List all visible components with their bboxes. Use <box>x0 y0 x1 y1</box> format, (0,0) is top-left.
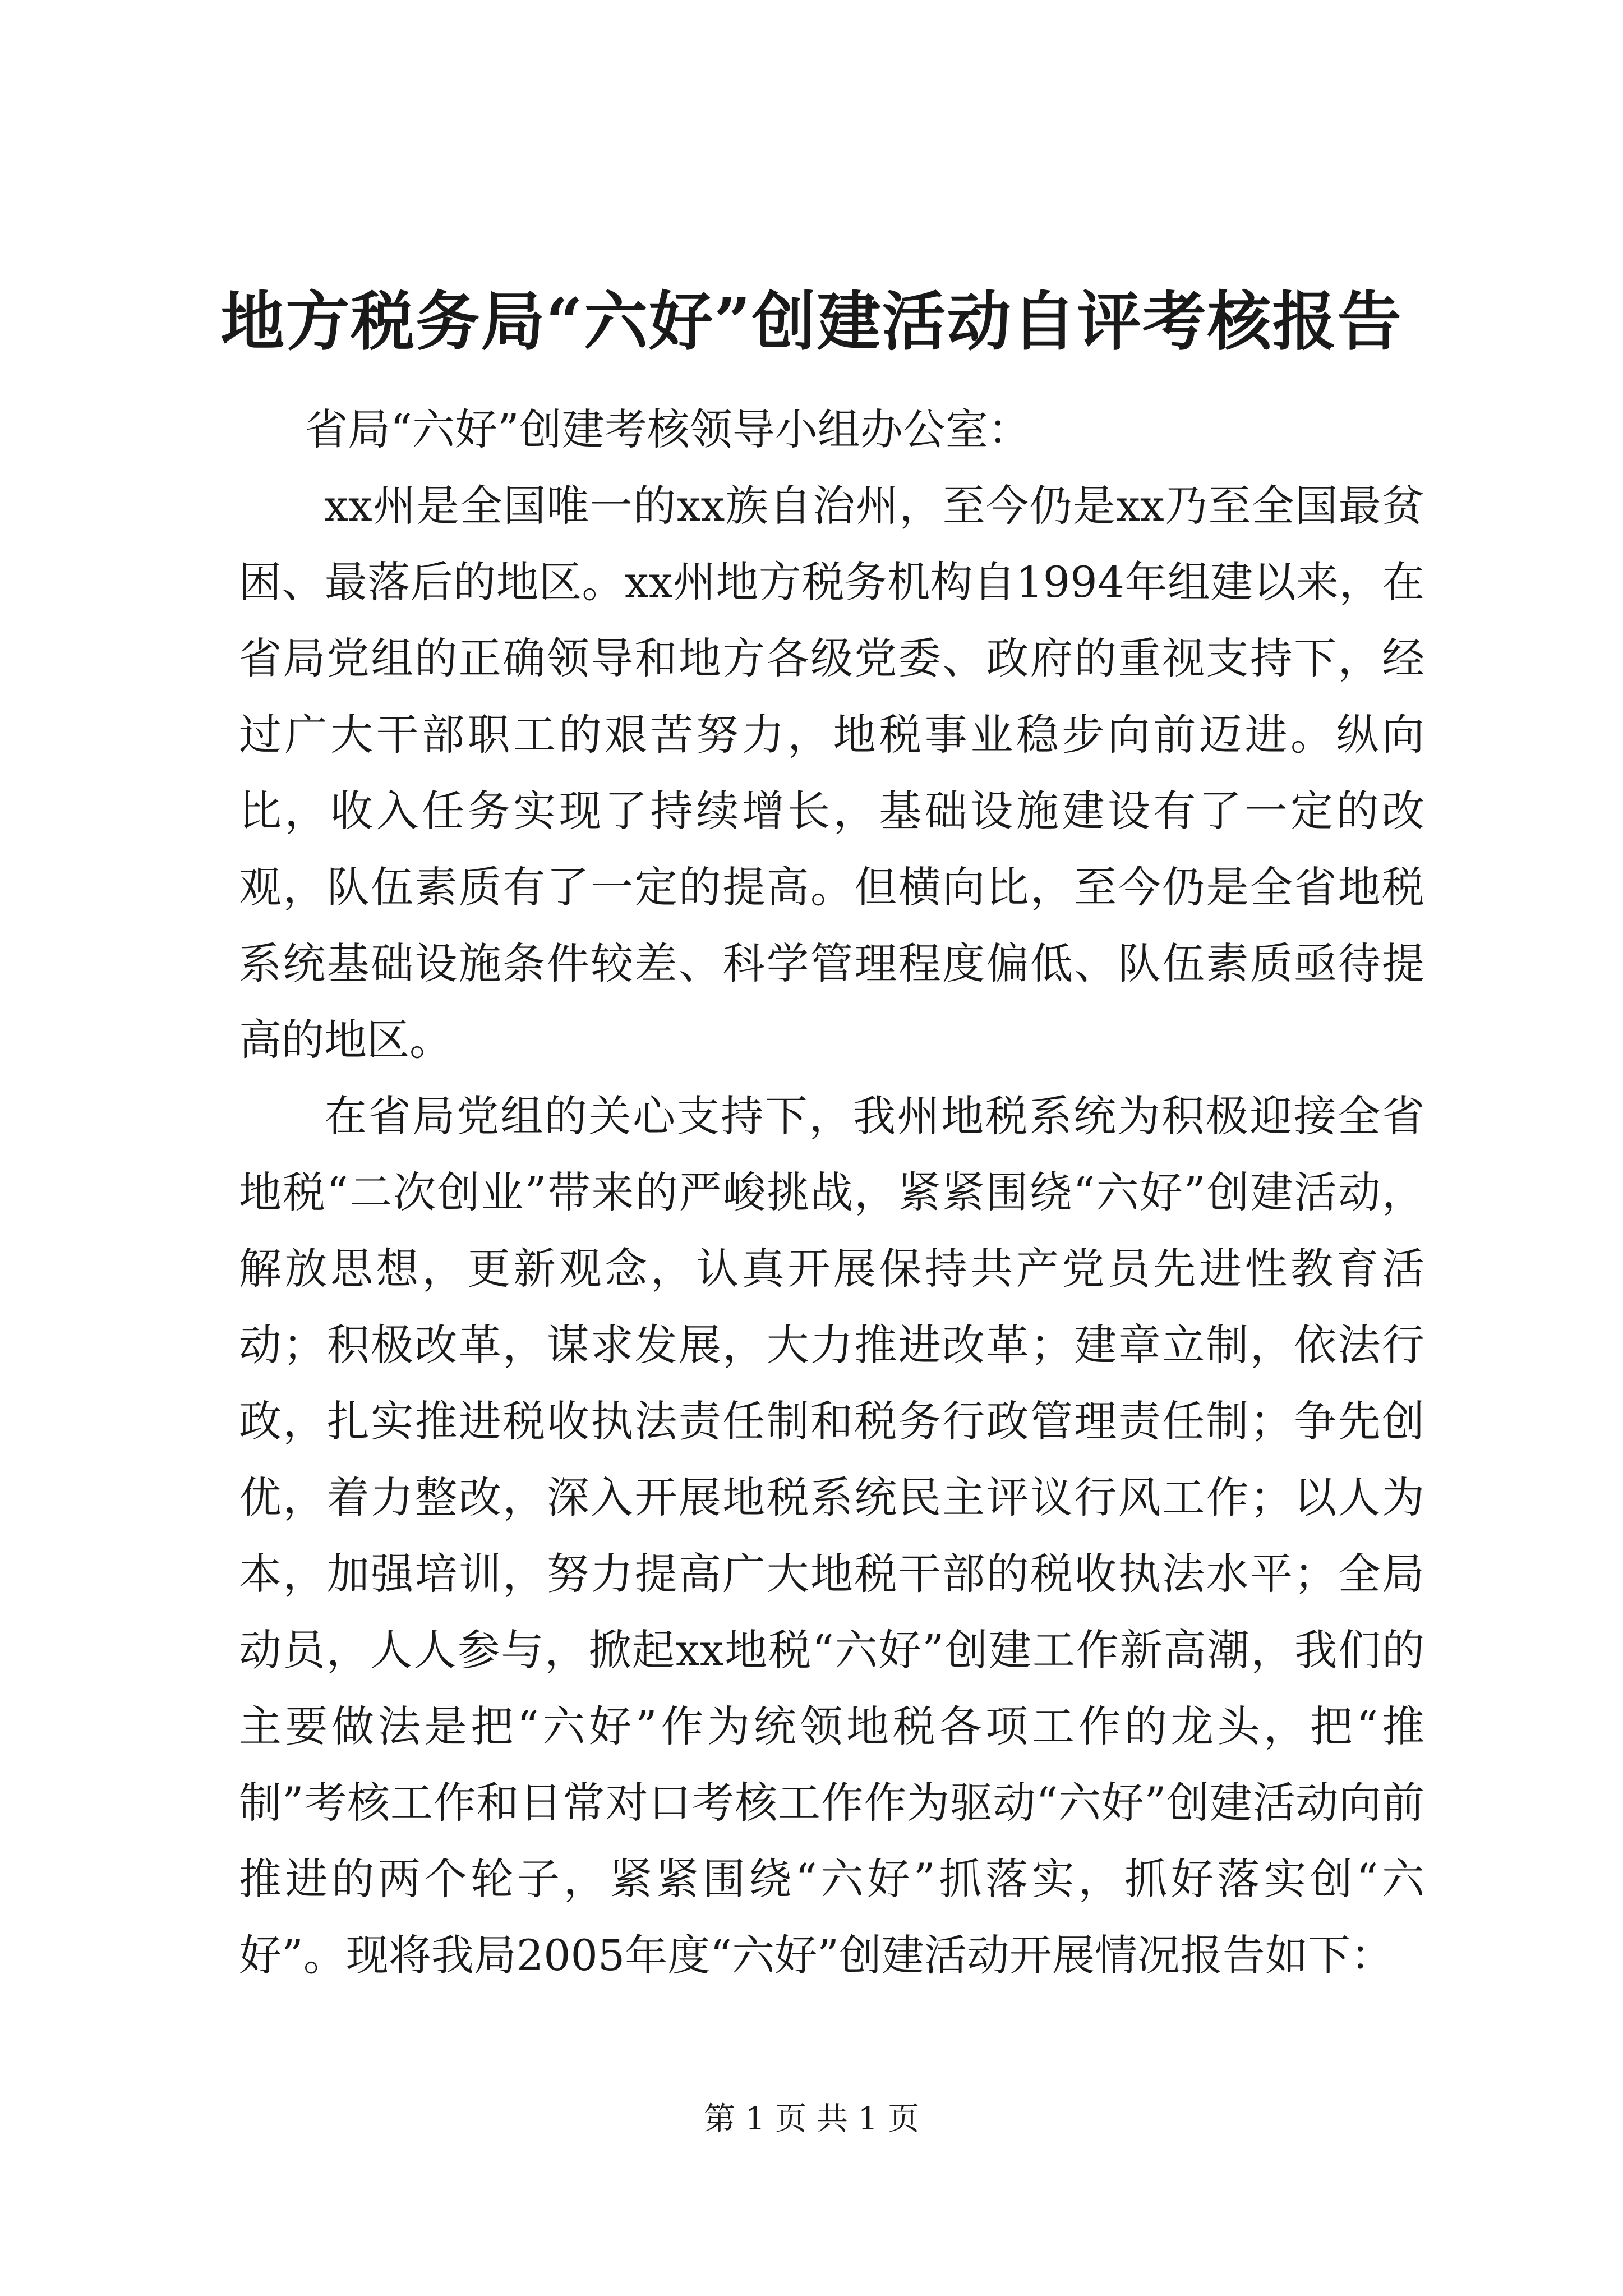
document-title: 地方税务局“六好”创建活动自评考核报告 <box>220 284 1403 359</box>
paragraph-1: xx州是全国唯一的xx族自治州，至今仍是xx乃至全国最贫困、最落后的地区。xx州地方税务机构自1994年组建以来，在省局党组的正确领导和地方各级党委、政府的重视支持下，经过广大干部职工的艰苦努力，地税事业稳步向前迈进。纵向比，收入任务实现了持续增长，基础设施建设有了一定的改观，队伍素质有了一定的提高。但横向比，至今仍是全省地税系统基础设施条件较差、科学管理程度偏低、队伍素质亟待提高的地区。 <box>239 481 1424 1065</box>
document-body <box>239 392 1424 1994</box>
salutation: 省局“六好”创建考核领导小组办公室： <box>305 404 1031 454</box>
paragraph-2: 在省局党组的关心支持下，我州地税系统为积极迎接全省地税“二次创业”带来的严峻挑战，紧紧围绕“六好”创建活动，解放思想，更新观念，认真开展保持共产党员先进性教育活动；积极改革，谋求发展，大力推进改革；建章立制，依法行政，扎实推进税收执法责任制和税务行政管理责任制；争先创优，着力整改，深入开展地税系统民主评议行风工作；以人为本，加强培训，努力提高广大地税干部的税收执法水平；全局动员，人人参与，掀起xx地税“六好”创建工作新高潮，我们的主要做法是把“六好”作为统领地税各项工作的龙头，把“推制”考核工作和日常对口考核工作作为驱动“六好”创建活动向前推进的两个轮子，紧紧围绕“六好”抓落实，抓好落实创“六好”。现将我局2005年度“六好”创建活动开展情况报告如下： <box>239 1091 1424 1980</box>
page-number-footer: 第 1 页 共 1 页 <box>703 2101 920 2137</box>
